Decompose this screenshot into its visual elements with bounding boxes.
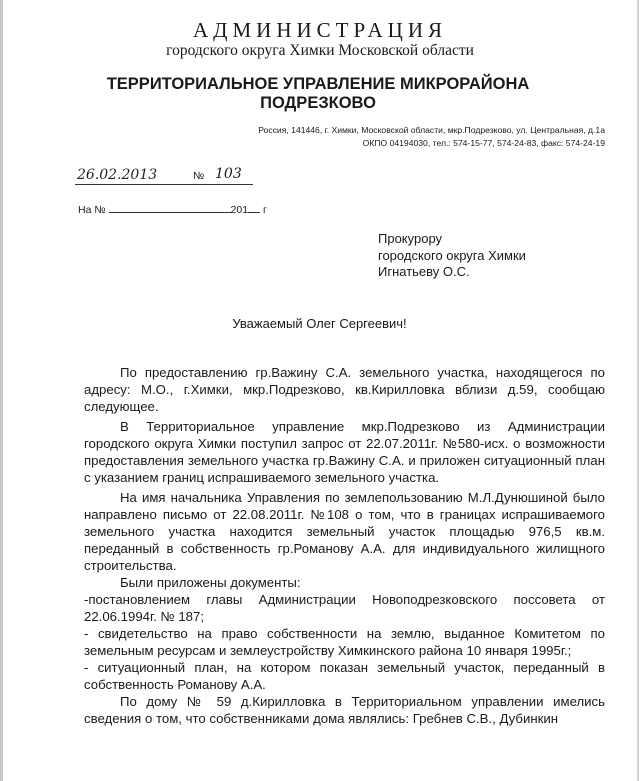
contacts-line: ОКПО 04194030, тел.: 574-15-77, 574-24-83, факс: 574-24-19 [362,137,605,148]
reference-year-blank [248,203,260,213]
reference-year: 201 [230,204,249,216]
letter-body [84,364,605,727]
address-block [150,124,605,149]
paragraph-7: - ситуационный план, на котором показан земельный участок, переданный в собственность Романову А.А. [84,660,605,692]
org-subtitle: городского округа Химки Московской области [166,42,474,59]
paragraph-4: Были приложены документы: [120,575,301,590]
paragraph-2: В Территориальное управление мкр.Подрезково из Администрации городского округа Химки поступил запрос от 22.07.2011г. №580-исх. о возможности предоставления земельного участка гр.Важину С.А. и приложен ситуационный план с указанием границ испрашиваемого земельного участка. [84,419,605,485]
department-title-line-1: ТЕРРИТОРИАЛЬНОЕ УПРАВЛЕНИЕ МИКРОРАЙОНА [106,75,530,93]
scan-edge-left [0,0,3,781]
addressee-line-1: Прокурору [378,231,443,246]
addressee-line-2: городского округа Химки [378,247,526,263]
reference-blank [109,203,231,213]
paragraph-6: - свидетельство на право собственности на землю, выданное Комитетом по земельным ресурсам и землеустройству Химкинского района 10 января 1995г.; [84,626,605,658]
handwritten-date: 26.02.2013 [77,167,158,183]
salutation: Уважаемый Олег Сергеевич! [232,316,407,331]
paragraph-8: По дому № 59 д.Кирилловка в Территориальном управлении имелись сведения о том, что собственниками дома являлись: Гребнев С.В., Дубинкин [84,694,605,726]
date-underline [75,184,253,185]
reference-suffix: г [262,204,267,216]
paragraph-3: На имя начальника Управления по землепользованию М.Л.Дунюшиной было направлено письмо от 22.08.2011г. №108 о том, что в границах испрашиваемого земельного участка находится земельный участок площадью 976,5 кв.м. переданный в собственность гр.Романову А.А. для индивидуального жилищного строительства. [84,490,605,573]
reference-prefix: На № [78,204,106,216]
department-title [98,75,538,113]
paragraph-5: -постановлением главы Администрации Новоподрезковского поссовета от 22.06.1994г. № 187; [84,592,605,624]
handwritten-number: 103 [215,166,242,182]
org-title: АДМИНИСТРАЦИЯ [193,18,447,42]
reference-line [78,203,267,216]
number-label: № [193,170,205,182]
paragraph-1: По предоставлению гр.Важину С.А. земельного участка, находящегося по адресу: М.О., г.Химки, мкр.Подрезково, кв.Кирилловка вблизи д.59, сообщаю следующее. [84,365,605,414]
address-line: Россия, 141446, г. Химки, Московской области, мкр.Подрезково, ул. Центральная, д.1а [258,125,605,135]
department-title-line-2: ПОДРЕЗКОВО [260,94,376,112]
addressee-block [378,231,526,281]
addressee-line-3: Игнатьеву О.С. [378,264,470,279]
